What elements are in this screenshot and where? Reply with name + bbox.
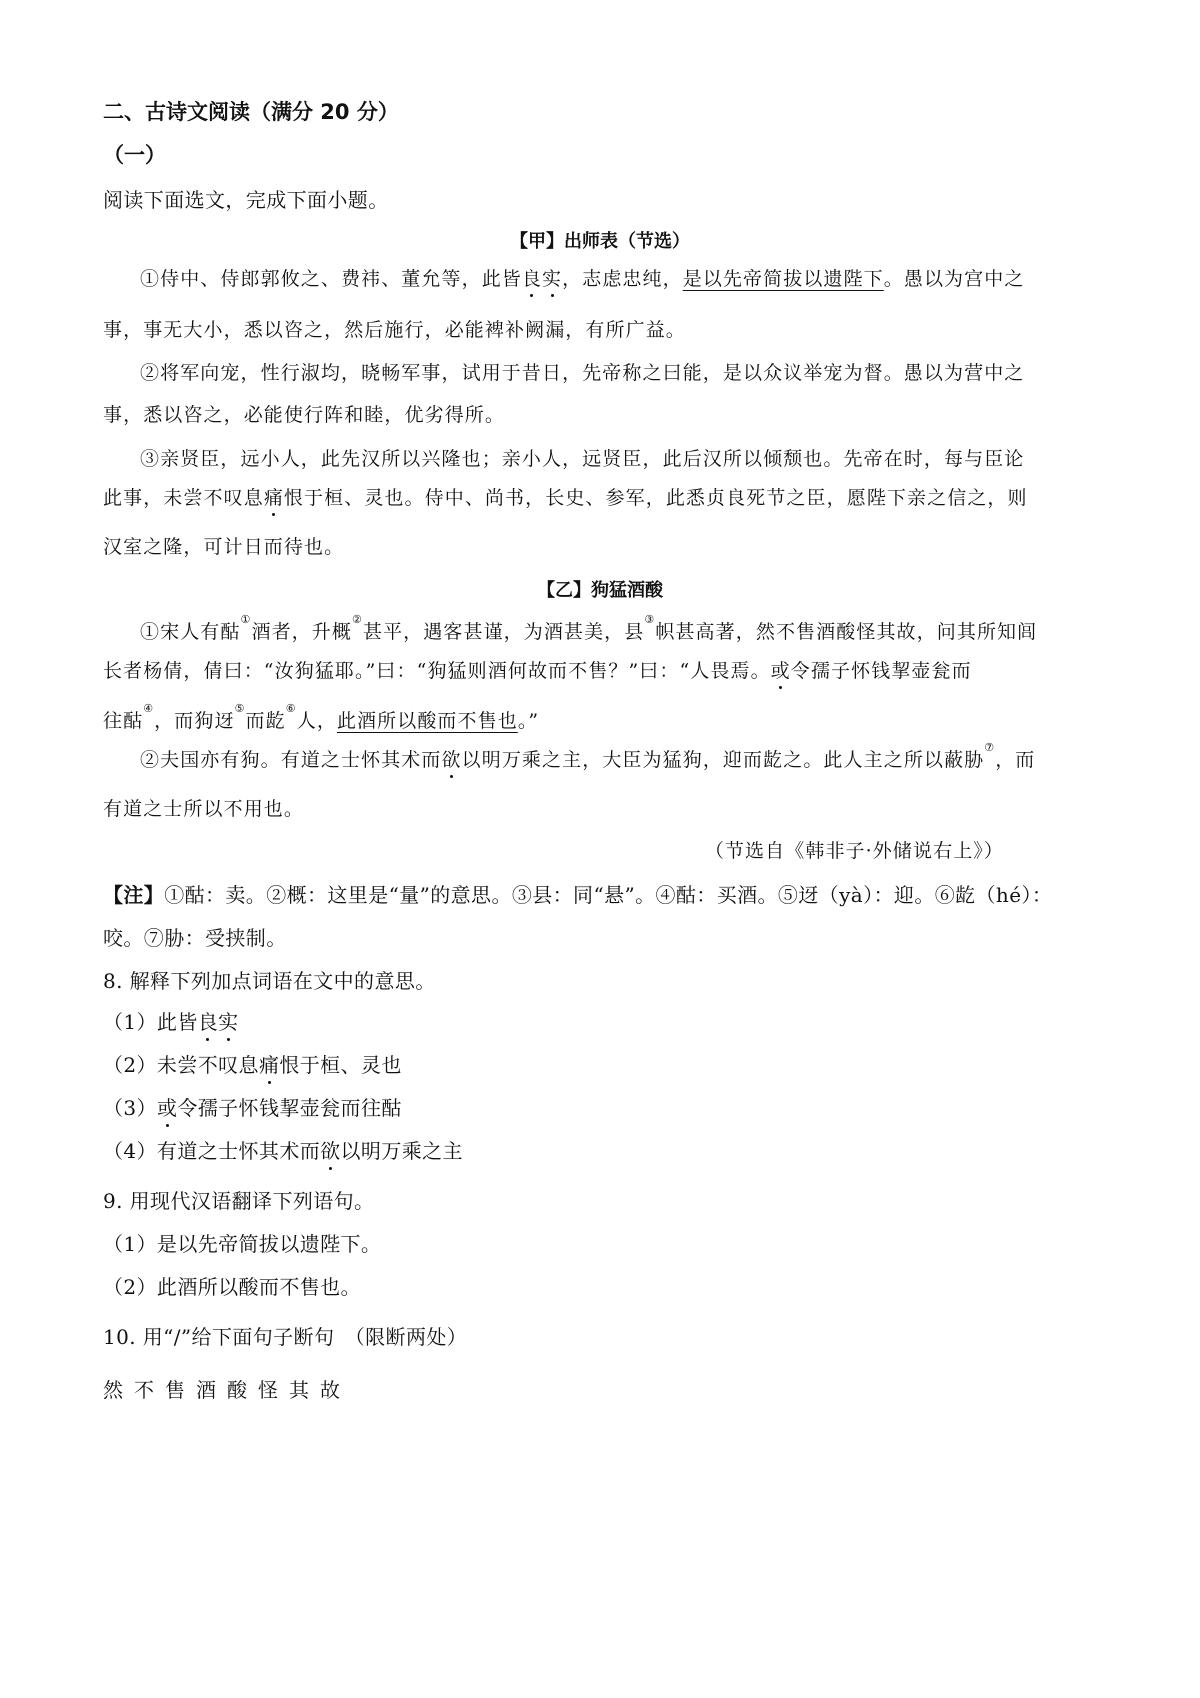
yi-p1-line2: 长者杨倩，倩曰：“汝狗猛耶。”曰：“狗猛则酒何故而不售？”曰：“人畏焉。或令孺子怀钱挈壶瓮而 xyxy=(103,660,972,682)
yi-p1-line3: 往酤④，而狗迓⑤而龁⑥人，此酒所以酸而不售也。” xyxy=(103,702,540,732)
jia-p2-line2: 事，悉以咨之，必能使行阵和睦，优劣得所。 xyxy=(103,404,506,426)
dotted-char: 欲 xyxy=(320,1139,341,1163)
underlined-sentence: 是以先帝简拔以遗陛下 xyxy=(682,268,884,290)
question-9-item-2: （2）此酒所以酸而不售也。 xyxy=(103,1275,361,1299)
note-line2: 咬。⑦胁：受挟制。 xyxy=(103,926,287,950)
dotted-char: 或 xyxy=(156,1096,178,1120)
instruction: 阅读下面选文，完成下面小题。 xyxy=(103,188,389,212)
yi-title: 【乙】狗猛酒酸 xyxy=(537,580,663,601)
question-8-item-3: （3）或令孺子怀钱挈壶瓮而往酤 xyxy=(103,1096,402,1120)
jia-p3-line2: 此事，未尝不叹息痛恨于桓、灵也。侍中、尚书，长史、参军，此悉贞良死节之臣，愿陛下亲之信之，则 xyxy=(103,487,1028,509)
question-8-item-2: （2）未尝不叹息痛恨于桓、灵也 xyxy=(103,1053,402,1077)
question-8-item-1: （1）此皆良实 xyxy=(103,1010,239,1034)
question-9-stem: 9. 用现代汉语翻译下列语句。 xyxy=(103,1189,375,1213)
dotted-char: 欲 xyxy=(441,749,462,771)
note-marker: ④ xyxy=(143,702,155,715)
jia-p3-line1: ③亲贤臣，远小人，此先汉所以兴隆也；亲小人，远贤臣，此后汉所以倾颓也。先帝在时，每与臣论 xyxy=(140,448,1025,470)
jia-p1-line2: 事，事无大小，悉以咨之，然后施行，必能裨补阙漏，有所广益。 xyxy=(103,319,686,341)
jia-title: 【甲】出师表（节选） xyxy=(510,231,690,252)
note-marker: ⑦ xyxy=(984,741,996,754)
sub-part-label: （一） xyxy=(103,143,166,167)
section-title: 二、古诗文阅读（满分 20 分） xyxy=(103,100,399,124)
dotted-char: 或 xyxy=(770,660,791,682)
question-8-item-4: （4）有道之士怀其术而欲以明万乘之主 xyxy=(103,1139,463,1163)
note-marker: ① xyxy=(240,613,252,626)
note-marker: ② xyxy=(352,613,363,626)
jia-p2-line1: ②将军向宠，性行淑均，晓畅军事，试用于昔日，先帝称之曰能，是以众议举宠为督。愚以为营中之 xyxy=(140,362,1025,384)
note-marker: ⑤ xyxy=(234,702,246,715)
dotted-char: 实 xyxy=(542,268,563,290)
question-10-sentence: 然不售酒酸怪其故 xyxy=(103,1378,351,1402)
dotted-char: 良 xyxy=(521,268,543,290)
dotted-char: 痛 xyxy=(263,487,284,509)
question-10-stem: 10. 用“/”给下面句子断句 （限断两处） xyxy=(103,1325,468,1349)
note-marker: ⑥ xyxy=(285,702,297,715)
note-line1: 【注】①酤：卖。②概：这里是“量”的意思。③县：同“悬”。④酤：买酒。⑤迓（yà）：迎。⑥龁（hé）： xyxy=(103,883,1053,907)
question-8-stem: 8. 解释下列加点词语在文中的意思。 xyxy=(103,969,436,993)
underlined-sentence: 此酒所以酸而不售也 xyxy=(336,710,518,732)
dotted-char: 实 xyxy=(218,1010,239,1034)
question-9-item-1: （1）是以先帝简拔以遗陛下。 xyxy=(103,1232,382,1256)
dotted-char: 痛 xyxy=(258,1053,280,1077)
jia-p1-line1: ①侍中、侍郎郭攸之、费祎、董允等，此皆良实，志虑忠纯，是以先帝简拔以遗陛下。愚以为宫中之 xyxy=(140,268,1025,290)
yi-p2-line2: 有道之士所以不用也。 xyxy=(103,798,305,820)
jia-p3-line3: 汉室之隆，可计日而待也。 xyxy=(103,536,345,558)
dotted-char: 良 xyxy=(197,1010,219,1034)
note-label: 【注】 xyxy=(103,883,165,907)
note-marker: ③ xyxy=(644,613,656,626)
yi-p2-line1: ②夫国亦有狗。有道之士怀其术而欲以明万乘之主，大臣为猛狗，迎而龁之。此人主之所以蔽胁⑦，而 xyxy=(140,741,1036,771)
source-citation: （节选自《韩非子·外储说右上》） xyxy=(704,840,1004,862)
yi-p1-line1: ①宋人有酤①酒者，升概②甚平，遇客甚谨，为酒甚美，县③帜甚高著，然不售酒酸怪其故，问其所知闾 xyxy=(140,613,1038,643)
